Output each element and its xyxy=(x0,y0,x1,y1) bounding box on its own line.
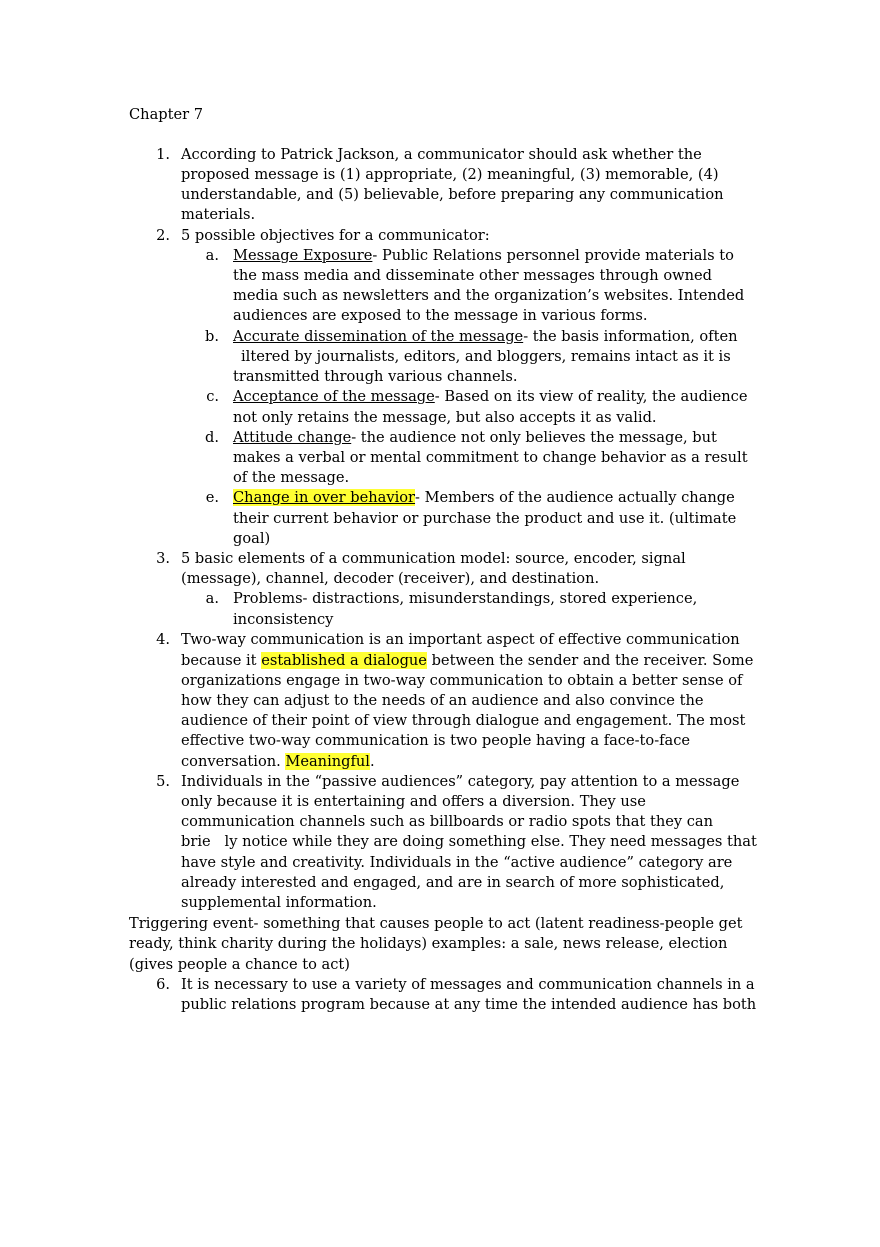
item-text-line: proposed message is (1) appropriate, (2) meaningful, (3) memorable, (4) xyxy=(181,166,719,183)
sub-item-line: transmitted through various channels. xyxy=(233,368,518,385)
term-attitude-change: Attitude change xyxy=(233,429,352,446)
item-text: between the sender and the receiver. Some xyxy=(426,652,754,669)
item-text-line: Individuals in the “passive audiences” category, pay attention to a message xyxy=(181,773,740,790)
sub-item-text: - Members of the audience actually change xyxy=(415,489,735,506)
item-text-line xyxy=(181,752,375,772)
term-acceptance: Acceptance of the message xyxy=(233,388,435,405)
item-text-line: materials. xyxy=(181,206,256,223)
term-change-in-behavior: Change in over behavior xyxy=(233,489,416,506)
item-text-line: effective two-way communication is two people having a face-to-face xyxy=(181,732,691,749)
item-text: because it xyxy=(181,652,262,669)
chapter-heading: Chapter 7 xyxy=(129,106,204,123)
item-text-line: audience of their point of view through dialogue and engagement. The most xyxy=(181,712,746,729)
sub-item-letter: a. xyxy=(205,590,219,607)
highlight-established-dialogue: established a dialogue xyxy=(261,652,427,669)
item-text-line: 5 basic elements of a communication model: source, encoder, signal xyxy=(181,550,686,567)
item-text-line: 5 possible objectives for a communicator: xyxy=(181,227,490,244)
item-text-line xyxy=(181,651,753,671)
sub-item-letter: d. xyxy=(205,429,219,446)
item-text-line: It is necessary to use a variety of messages and communication channels in a xyxy=(181,976,755,993)
sub-item-line: makes a verbal or mental commitment to change behavior as a result xyxy=(233,449,748,466)
item-number: 4. xyxy=(156,631,170,648)
item-text-line: According to Patrick Jackson, a communicator should ask whether the xyxy=(181,146,702,163)
item-text-line: only because it is entertaining and offers a diversion. They use xyxy=(181,793,646,810)
sub-item-letter: c. xyxy=(206,388,219,405)
sub-item-line xyxy=(233,327,737,347)
item-text-line: public relations program because at any time the intended audience has both xyxy=(181,996,757,1013)
term-accurate-dissemination: Accurate dissemination of the message xyxy=(233,328,524,345)
sub-item-line xyxy=(233,488,735,508)
item-number: 2. xyxy=(156,227,170,244)
sub-item-line: of the message. xyxy=(233,469,350,486)
sub-item-line xyxy=(233,428,717,448)
item-number: 6. xyxy=(156,976,170,993)
item-number: 3. xyxy=(156,550,170,567)
item-number: 1. xyxy=(156,146,170,163)
note-line: Triggering event- something that causes people to act (latent readiness-people get xyxy=(129,915,743,932)
sub-item-line: the mass media and disseminate other messages through owned xyxy=(233,267,712,284)
term-message-exposure: Message Exposure xyxy=(233,247,373,264)
item-text: . xyxy=(369,753,375,770)
sub-item-line: audiences are exposed to the message in various forms. xyxy=(233,307,648,324)
item-text-line: brie ly notice while they are doing something else. They need messages that xyxy=(181,833,757,850)
sub-item-line: media such as newsletters and the organization’s websites. Intended xyxy=(233,287,745,304)
item-text-line: supplemental information. xyxy=(181,894,377,911)
item-text-line: organizations engage in two-way communication to obtain a better sense of xyxy=(181,672,743,689)
item-text-line: understandable, and (5) believable, before preparing any communication xyxy=(181,186,724,203)
note-line: ready, think charity during the holidays) examples: a sale, news release, election xyxy=(129,935,728,952)
sub-item-line: Problems- distractions, misunderstandings, stored experience, xyxy=(233,590,698,607)
item-text-line: (message), channel, decoder (receiver), and destination. xyxy=(181,570,600,587)
item-text: conversation. xyxy=(181,753,286,770)
item-text-line: how they can adjust to the needs of an audience and also convince the xyxy=(181,692,704,709)
sub-item-line: inconsistency xyxy=(233,611,334,628)
sub-item-line xyxy=(233,387,747,407)
sub-item-text: - Based on its view of reality, the audience xyxy=(434,388,748,405)
item-text-line: Two-way communication is an important aspect of effective communication xyxy=(181,631,740,648)
sub-item-line xyxy=(233,246,734,266)
item-text-line: have style and creativity. Individuals in the “active audience” category are xyxy=(181,854,733,871)
sub-item-letter: b. xyxy=(205,328,219,345)
sub-item-letter: e. xyxy=(205,489,219,506)
sub-item-line: iltered by journalists, editors, and bloggers, remains intact as it is xyxy=(241,348,731,365)
highlight-meaningful: Meaningful xyxy=(285,753,370,770)
sub-item-letter: a. xyxy=(205,247,219,264)
item-text-line: already interested and engaged, and are in search of more sophisticated, xyxy=(181,874,725,891)
sub-item-line: not only retains the message, but also accepts it as valid. xyxy=(233,409,657,426)
item-text-line: communication channels such as billboards or radio spots that they can xyxy=(181,813,714,830)
sub-item-text: - the audience not only believes the message, but xyxy=(351,429,717,446)
note-line: (gives people a chance to act) xyxy=(129,956,350,973)
sub-item-line: goal) xyxy=(233,530,271,547)
sub-item-text: - the basis information, often xyxy=(523,328,738,345)
sub-item-text: - Public Relations personnel provide materials to xyxy=(372,247,734,264)
item-number: 5. xyxy=(156,773,170,790)
sub-item-line: their current behavior or purchase the product and use it. (ultimate xyxy=(233,510,737,527)
